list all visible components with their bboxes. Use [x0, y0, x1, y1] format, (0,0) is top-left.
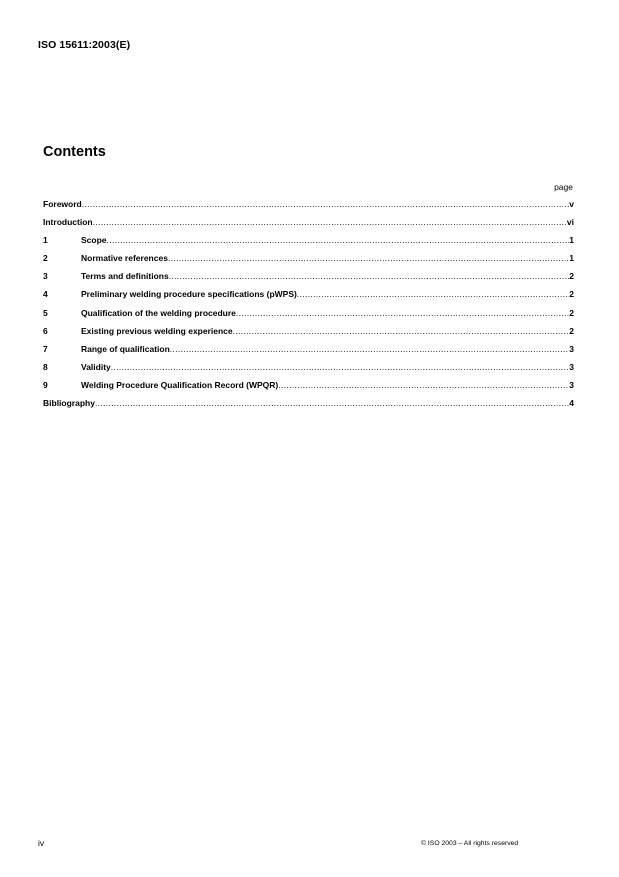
toc-entry-title: Terms and definitions — [81, 271, 169, 282]
toc-entry-title: Preliminary welding procedure specifications (pWPS) — [81, 289, 297, 300]
toc-entry-preliminary-wps[interactable] — [43, 289, 574, 307]
toc-dot-leader — [169, 271, 570, 281]
toc-entry-normative-references[interactable] — [43, 253, 574, 271]
toc-entry-title: Range of qualification — [81, 343, 170, 354]
toc-dot-leader — [170, 344, 569, 354]
toc-dot-leader — [278, 380, 569, 390]
toc-entry-range-of-qualification[interactable] — [43, 344, 574, 362]
toc-entry-title: Welding Procedure Qualification Record (WPQR) — [81, 379, 279, 390]
toc-entry-scope[interactable] — [43, 235, 574, 253]
toc-entry-page: 3 — [569, 343, 574, 354]
toc-entry-number: 6 — [43, 325, 48, 336]
toc-entry-title: Scope — [81, 235, 107, 246]
footer-copyright: © ISO 2003 – All rights reserved — [421, 840, 519, 847]
toc-entry-page: 2 — [569, 325, 574, 336]
toc-dot-leader — [168, 253, 569, 263]
toc-entry-page: 2 — [569, 271, 574, 282]
toc-entry-page: 1 — [569, 235, 574, 246]
toc-entry-page: 2 — [569, 307, 574, 318]
toc-entry-number: 1 — [43, 235, 48, 246]
toc-entry-page: 3 — [569, 379, 574, 390]
toc-dot-leader — [233, 326, 570, 336]
toc-entry-page: vi — [566, 217, 574, 228]
toc-entry-page: 4 — [569, 398, 574, 409]
toc-entry-number: 7 — [43, 343, 48, 354]
toc-entry-wpqr[interactable] — [43, 380, 574, 398]
toc-entry-validity[interactable] — [43, 362, 574, 380]
toc-entry-page: 1 — [569, 253, 574, 264]
toc-entry-bibliography[interactable] — [43, 398, 574, 416]
toc-entry-number: 8 — [43, 361, 48, 372]
toc-entry-title: Foreword — [43, 199, 82, 209]
toc-dot-leader — [82, 199, 570, 209]
table-of-contents — [43, 199, 574, 416]
toc-dot-leader — [107, 235, 570, 245]
toc-entry-title: Validity — [81, 361, 111, 372]
toc-entry-title: Existing previous welding experience — [81, 325, 233, 336]
toc-entry-page: 3 — [569, 361, 574, 372]
toc-entry-number: 4 — [43, 289, 48, 300]
toc-dot-leader — [93, 217, 567, 227]
toc-entry-title: Introduction — [43, 217, 93, 228]
contents-heading: Contents — [43, 144, 106, 160]
toc-entry-existing-welding-experience[interactable] — [43, 326, 574, 344]
toc-entry-title: Qualification of the welding procedure — [81, 307, 236, 318]
toc-entry-title: Normative references — [81, 253, 168, 264]
document-identifier: ISO 15611:2003(E) — [38, 39, 131, 51]
toc-dot-leader — [111, 362, 570, 372]
toc-entry-number: 2 — [43, 253, 48, 264]
toc-entry-page: 2 — [569, 289, 574, 300]
toc-entry-number: 5 — [43, 307, 48, 318]
toc-dot-leader — [95, 398, 569, 408]
toc-dot-leader — [236, 308, 569, 318]
toc-entry-introduction[interactable] — [43, 217, 574, 235]
toc-entry-terms-and-definitions[interactable] — [43, 271, 574, 289]
toc-dot-leader — [297, 289, 569, 299]
toc-entry-qualification-of-welding-procedure[interactable] — [43, 308, 574, 326]
page-column-label: page — [554, 182, 573, 192]
footer-page-number: iv — [38, 838, 45, 848]
toc-entry-foreword[interactable] — [43, 199, 574, 217]
toc-entry-page: v — [569, 199, 574, 209]
toc-entry-number: 3 — [43, 271, 48, 282]
toc-entry-number: 9 — [43, 379, 48, 390]
toc-entry-title: Bibliography — [43, 398, 95, 409]
